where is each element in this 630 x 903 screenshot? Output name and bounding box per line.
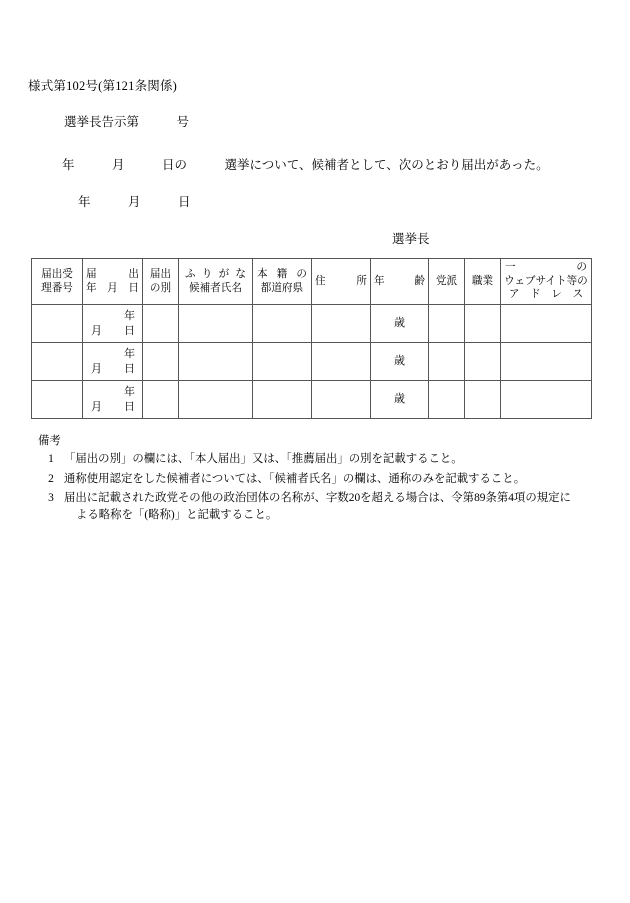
cell-receipt-no[interactable]	[32, 305, 83, 343]
header-receipt-no-line1: 届出受	[41, 268, 73, 280]
cell-receipt-no[interactable]	[32, 343, 83, 381]
cell-age[interactable]	[370, 305, 428, 343]
cell-candidate-name[interactable]	[178, 305, 252, 343]
notice-number-line: 選挙長告示第 号	[64, 115, 190, 129]
cell-candidate-name[interactable]	[178, 343, 252, 381]
table-header-row	[32, 259, 592, 305]
remark-note-3-number: 3	[48, 492, 54, 505]
election-chief-label: 選挙長	[392, 232, 430, 246]
cell-filing-type[interactable]	[142, 343, 178, 381]
header-party-label: 党派	[435, 275, 458, 287]
table-row	[32, 381, 592, 419]
header-address	[311, 259, 370, 305]
header-party	[428, 259, 464, 305]
cell-party[interactable]	[428, 343, 464, 381]
header-website-line1: 一 の	[504, 261, 587, 273]
cell-party[interactable]	[428, 305, 464, 343]
age-unit-mark: 歳	[393, 317, 405, 330]
header-filing-type-line1: 届出	[149, 268, 172, 280]
table-row	[32, 343, 592, 381]
remark-note-1	[38, 451, 598, 468]
header-website-address	[500, 259, 591, 305]
cell-address[interactable]	[311, 381, 370, 419]
age-unit-mark: 歳	[393, 355, 405, 368]
cell-website[interactable]	[500, 381, 591, 419]
cell-candidate-name[interactable]	[178, 381, 252, 419]
cell-occupation[interactable]	[464, 343, 500, 381]
form-number: 様式第102号(第121条関係)	[28, 79, 178, 93]
cell-age[interactable]	[370, 343, 428, 381]
remark-note-2-number: 2	[48, 472, 54, 485]
remark-note-3-body	[64, 490, 598, 524]
header-occupation-label: 職業	[471, 275, 494, 287]
remarks-section	[38, 432, 598, 524]
filing-date-year-mark: 年	[123, 309, 135, 322]
filing-date-year-mark: 年	[123, 385, 135, 398]
cell-address[interactable]	[311, 305, 370, 343]
cell-address[interactable]	[311, 343, 370, 381]
cell-domicile[interactable]	[252, 381, 311, 419]
header-age	[370, 259, 428, 305]
cell-website[interactable]	[500, 343, 591, 381]
filing-date-month-day-mark: 月 日	[90, 362, 135, 375]
cell-party[interactable]	[428, 381, 464, 419]
header-domicile-line2: 都道府県	[260, 282, 304, 294]
issue-date-line: 年 月 日	[78, 195, 191, 209]
header-candidate-name-line1: ふりがな	[184, 268, 246, 280]
remark-note-3-text: 届出に記載された政党その他の政治団体の名称が、字数20を超える場合は、令第89条第4項の規定に	[64, 492, 571, 505]
age-unit-mark: 歳	[393, 393, 405, 406]
cell-filing-date[interactable]	[83, 381, 143, 419]
cell-filing-date[interactable]	[83, 343, 143, 381]
filing-date-month-day-mark: 月 日	[90, 400, 135, 413]
intro-statement: 年 月 日の 選挙について、候補者として、次のとおり届出があった。	[62, 158, 549, 172]
header-candidate-name-line2: 候補者氏名	[188, 282, 242, 294]
cell-filing-date[interactable]	[83, 305, 143, 343]
header-occupation	[464, 259, 500, 305]
remark-note-1-number: 1	[48, 453, 54, 465]
cell-filing-type[interactable]	[142, 305, 178, 343]
header-filing-type	[142, 259, 178, 305]
remarks-title: 備考	[38, 435, 61, 447]
remark-note-3-continuation: よる略称を「(略称)」と記載すること。	[76, 509, 278, 522]
header-receipt-no	[32, 259, 83, 305]
header-domicile	[252, 259, 311, 305]
cell-receipt-no[interactable]	[32, 381, 83, 419]
remark-note-2	[38, 471, 598, 488]
header-filing-date	[83, 259, 143, 305]
cell-occupation[interactable]	[464, 305, 500, 343]
cell-occupation[interactable]	[464, 381, 500, 419]
cell-filing-type[interactable]	[142, 381, 178, 419]
remark-note-1-text: 「届出の別」の欄には、「本人届出」又は、「推薦届出」の別を記載すること。	[64, 453, 463, 465]
cell-website[interactable]	[500, 305, 591, 343]
header-address-label: 住 所	[314, 275, 367, 287]
cell-domicile[interactable]	[252, 343, 311, 381]
header-domicile-line1: 本籍の	[256, 268, 307, 280]
header-age-label: 年 齢	[373, 275, 425, 287]
cell-domicile[interactable]	[252, 305, 311, 343]
header-filing-date-line2: 年 月 日	[86, 282, 139, 294]
table-row	[32, 305, 592, 343]
cell-age[interactable]	[370, 381, 428, 419]
header-filing-date-line1: 届 出	[86, 268, 139, 280]
header-candidate-name	[178, 259, 252, 305]
filing-date-month-day-mark: 月 日	[90, 324, 135, 337]
remark-note-3	[38, 490, 598, 524]
header-website-line3: ア ド レ ス	[508, 289, 584, 301]
header-filing-type-line2: の別	[149, 282, 172, 294]
remark-note-2-text: 通称使用認定をした候補者については、「候補者氏名」の欄は、通称のみを記載すること。	[64, 472, 526, 485]
candidate-filing-table	[31, 258, 592, 419]
header-receipt-no-line2: 理番号	[41, 282, 73, 294]
filing-date-year-mark: 年	[123, 347, 135, 360]
header-website-line2: ウェブサイト等の	[504, 275, 588, 287]
